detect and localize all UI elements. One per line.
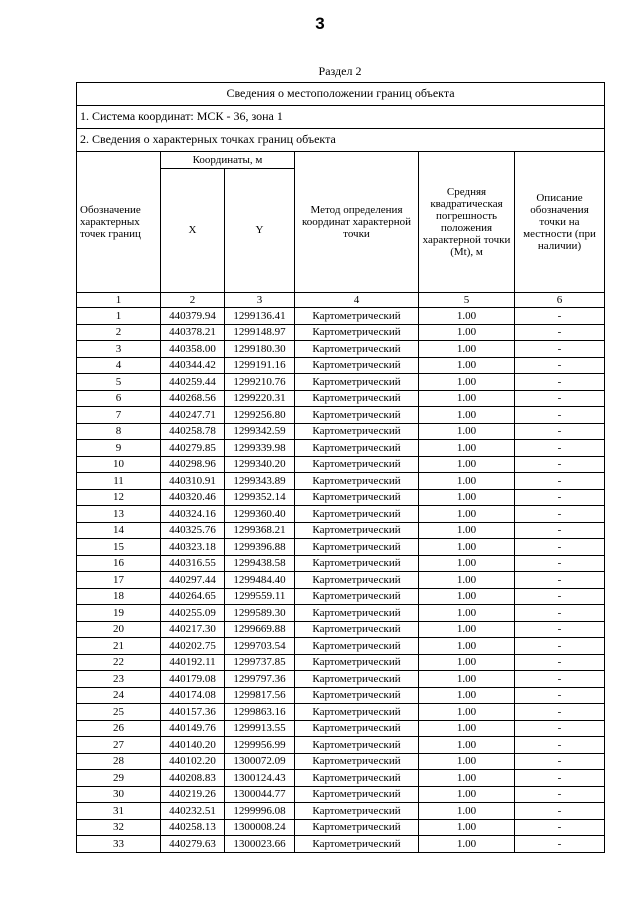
point-number-cell: 5 [77,374,161,391]
point-number-cell: 30 [77,786,161,803]
table-row [77,357,605,374]
x-coordinate-cell: 440344.42 [161,357,225,374]
accuracy-cell: 1.00 [419,374,515,391]
method-cell: Картометрический [295,456,419,473]
y-coordinate-cell: 1299589.30 [225,605,295,622]
x-coordinate-cell: 440232.51 [161,803,225,820]
points-info-heading: 2. Сведения о характерных точках границ объекта [77,129,605,152]
table-row [77,588,605,605]
accuracy-cell: 1.00 [419,456,515,473]
method-cell: Картометрический [295,440,419,457]
column-number: 1 [77,293,161,308]
accuracy-cell: 1.00 [419,341,515,358]
y-coordinate-cell: 1299703.54 [225,638,295,655]
description-cell: - [515,555,605,572]
table-row [77,836,605,853]
table-row [77,407,605,424]
y-coordinate-cell: 1299956.99 [225,737,295,754]
x-coordinate-cell: 440149.76 [161,720,225,737]
table-row [77,456,605,473]
method-cell: Картометрический [295,407,419,424]
table-row [77,522,605,539]
y-coordinate-cell: 1299210.76 [225,374,295,391]
table-row [77,753,605,770]
method-cell: Картометрический [295,819,419,836]
point-number-cell: 32 [77,819,161,836]
point-number-cell: 14 [77,522,161,539]
point-number-cell: 31 [77,803,161,820]
header-accuracy: Средняя квадратическая погрешность положения характерной точки (Mt), м [419,152,515,293]
description-cell: - [515,456,605,473]
method-cell: Картометрический [295,473,419,490]
point-number-cell: 8 [77,423,161,440]
x-coordinate-cell: 440379.94 [161,308,225,325]
method-cell: Картометрический [295,588,419,605]
header-x: X [161,169,225,293]
table-row [77,473,605,490]
point-number-cell: 25 [77,704,161,721]
section-label: Раздел 2 [318,64,362,78]
method-cell: Картометрический [295,687,419,704]
y-coordinate-cell: 1299256.80 [225,407,295,424]
y-coordinate-cell: 1299368.21 [225,522,295,539]
table-row [77,555,605,572]
x-coordinate-cell: 440258.78 [161,423,225,440]
x-coordinate-cell: 440279.85 [161,440,225,457]
point-number-cell: 16 [77,555,161,572]
description-cell: - [515,671,605,688]
accuracy-cell: 1.00 [419,737,515,754]
point-number-cell: 19 [77,605,161,622]
x-coordinate-cell: 440316.55 [161,555,225,572]
accuracy-cell: 1.00 [419,621,515,638]
description-cell: - [515,407,605,424]
y-coordinate-cell: 1299191.16 [225,357,295,374]
table-row [77,671,605,688]
description-cell: - [515,440,605,457]
x-coordinate-cell: 440217.30 [161,621,225,638]
point-number-cell: 22 [77,654,161,671]
accuracy-cell: 1.00 [419,605,515,622]
y-coordinate-cell: 1299737.85 [225,654,295,671]
accuracy-cell: 1.00 [419,324,515,341]
accuracy-cell: 1.00 [419,308,515,325]
x-coordinate-cell: 440297.44 [161,572,225,589]
x-coordinate-cell: 440140.20 [161,737,225,754]
point-number-cell: 12 [77,489,161,506]
accuracy-cell: 1.00 [419,555,515,572]
table-row [77,341,605,358]
description-cell: - [515,324,605,341]
point-number-cell: 7 [77,407,161,424]
y-coordinate-cell: 1299817.56 [225,687,295,704]
table-row [77,704,605,721]
page-number: 3 [315,14,325,33]
point-number-cell: 13 [77,506,161,523]
column-numbers-row [77,293,605,308]
method-cell: Картометрический [295,770,419,787]
x-coordinate-cell: 440247.71 [161,407,225,424]
accuracy-cell: 1.00 [419,819,515,836]
point-number-cell: 15 [77,539,161,556]
x-coordinate-cell: 440202.75 [161,638,225,655]
point-number-cell: 33 [77,836,161,853]
y-coordinate-cell: 1299220.31 [225,390,295,407]
description-cell: - [515,737,605,754]
y-coordinate-cell: 1299913.55 [225,720,295,737]
method-cell: Картометрический [295,786,419,803]
description-cell: - [515,638,605,655]
accuracy-cell: 1.00 [419,687,515,704]
table-row [77,803,605,820]
column-number: 2 [161,293,225,308]
method-cell: Картометрический [295,539,419,556]
column-number: 3 [225,293,295,308]
x-coordinate-cell: 440323.18 [161,539,225,556]
accuracy-cell: 1.00 [419,357,515,374]
table-row [77,786,605,803]
table-row [77,687,605,704]
table-row [77,770,605,787]
header-point-designation: Обозначение характерных точек границ [77,152,161,293]
description-cell: - [515,357,605,374]
description-cell: - [515,770,605,787]
x-coordinate-cell: 440298.96 [161,456,225,473]
table-row [77,539,605,556]
accuracy-cell: 1.00 [419,786,515,803]
point-number-cell: 6 [77,390,161,407]
description-cell: - [515,588,605,605]
method-cell: Картометрический [295,605,419,622]
table-row [77,737,605,754]
table-row [77,819,605,836]
x-coordinate-cell: 440325.76 [161,522,225,539]
description-cell: - [515,786,605,803]
method-cell: Картометрический [295,671,419,688]
accuracy-cell: 1.00 [419,473,515,490]
accuracy-cell: 1.00 [419,390,515,407]
column-number: 5 [419,293,515,308]
description-cell: - [515,522,605,539]
description-cell: - [515,753,605,770]
method-cell: Картометрический [295,836,419,853]
x-coordinate-cell: 440219.26 [161,786,225,803]
table-row [77,506,605,523]
method-cell: Картометрический [295,341,419,358]
y-coordinate-cell: 1299343.89 [225,473,295,490]
point-number-cell: 1 [77,308,161,325]
accuracy-cell: 1.00 [419,720,515,737]
point-number-cell: 28 [77,753,161,770]
description-cell: - [515,572,605,589]
method-cell: Картометрический [295,753,419,770]
y-coordinate-cell: 1299438.58 [225,555,295,572]
description-cell: - [515,687,605,704]
accuracy-cell: 1.00 [419,423,515,440]
description-cell: - [515,374,605,391]
point-number-cell: 21 [77,638,161,655]
y-coordinate-cell: 1299352.14 [225,489,295,506]
description-cell: - [515,506,605,523]
method-cell: Картометрический [295,374,419,391]
y-coordinate-cell: 1299340.20 [225,456,295,473]
accuracy-cell: 1.00 [419,671,515,688]
table-row [77,654,605,671]
description-cell: - [515,539,605,556]
description-cell: - [515,605,605,622]
method-cell: Картометрический [295,621,419,638]
accuracy-cell: 1.00 [419,440,515,457]
method-cell: Картометрический [295,390,419,407]
header-method: Метод определения координат характерной точки [295,152,419,293]
table-row [77,308,605,325]
x-coordinate-cell: 440264.65 [161,588,225,605]
accuracy-cell: 1.00 [419,539,515,556]
x-coordinate-cell: 440259.44 [161,374,225,391]
point-number-cell: 23 [77,671,161,688]
accuracy-cell: 1.00 [419,770,515,787]
x-coordinate-cell: 440258.13 [161,819,225,836]
boundary-points-table [76,82,605,853]
method-cell: Картометрический [295,308,419,325]
method-cell: Картометрический [295,555,419,572]
method-cell: Картометрический [295,324,419,341]
point-number-cell: 4 [77,357,161,374]
y-coordinate-cell: 1299342.59 [225,423,295,440]
header-description: Описание обозначения точки на местности (при наличии) [515,152,605,293]
column-number: 4 [295,293,419,308]
point-number-cell: 26 [77,720,161,737]
table-row [77,423,605,440]
method-cell: Картометрический [295,720,419,737]
y-coordinate-cell: 1299863.16 [225,704,295,721]
accuracy-cell: 1.00 [419,522,515,539]
x-coordinate-cell: 440179.08 [161,671,225,688]
accuracy-cell: 1.00 [419,753,515,770]
description-cell: - [515,720,605,737]
accuracy-cell: 1.00 [419,836,515,853]
method-cell: Картометрический [295,506,419,523]
x-coordinate-cell: 440378.21 [161,324,225,341]
coordinate-system: 1. Система координат: МСК - 36, зона 1 [77,106,605,129]
x-coordinate-cell: 440310.91 [161,473,225,490]
y-coordinate-cell: 1299360.40 [225,506,295,523]
method-cell: Картометрический [295,704,419,721]
point-number-cell: 10 [77,456,161,473]
y-coordinate-cell: 1300008.24 [225,819,295,836]
y-coordinate-cell: 1299559.11 [225,588,295,605]
point-number-cell: 11 [77,473,161,490]
accuracy-cell: 1.00 [419,654,515,671]
table-row [77,621,605,638]
y-coordinate-cell: 1299136.41 [225,308,295,325]
y-coordinate-cell: 1300124.43 [225,770,295,787]
table-row [77,324,605,341]
point-number-cell: 2 [77,324,161,341]
x-coordinate-cell: 440358.00 [161,341,225,358]
x-coordinate-cell: 440192.11 [161,654,225,671]
x-coordinate-cell: 440208.83 [161,770,225,787]
accuracy-cell: 1.00 [419,407,515,424]
method-cell: Картометрический [295,737,419,754]
y-coordinate-cell: 1300023.66 [225,836,295,853]
method-cell: Картометрический [295,423,419,440]
point-number-cell: 9 [77,440,161,457]
y-coordinate-cell: 1299339.98 [225,440,295,457]
y-coordinate-cell: 1300044.77 [225,786,295,803]
accuracy-cell: 1.00 [419,489,515,506]
point-number-cell: 29 [77,770,161,787]
method-cell: Картометрический [295,572,419,589]
accuracy-cell: 1.00 [419,704,515,721]
description-cell: - [515,308,605,325]
description-cell: - [515,803,605,820]
x-coordinate-cell: 440102.20 [161,753,225,770]
description-cell: - [515,489,605,506]
table-row [77,720,605,737]
x-coordinate-cell: 440320.46 [161,489,225,506]
accuracy-cell: 1.00 [419,638,515,655]
x-coordinate-cell: 440174.08 [161,687,225,704]
y-coordinate-cell: 1299180.30 [225,341,295,358]
column-number: 6 [515,293,605,308]
table-row [77,638,605,655]
table-row [77,572,605,589]
point-number-cell: 24 [77,687,161,704]
x-coordinate-cell: 440324.16 [161,506,225,523]
accuracy-cell: 1.00 [419,572,515,589]
accuracy-cell: 1.00 [419,588,515,605]
header-y: Y [225,169,295,293]
description-cell: - [515,473,605,490]
description-cell: - [515,654,605,671]
x-coordinate-cell: 440268.56 [161,390,225,407]
method-cell: Картометрический [295,489,419,506]
x-coordinate-cell: 440279.63 [161,836,225,853]
description-cell: - [515,836,605,853]
description-cell: - [515,819,605,836]
table-row [77,605,605,622]
table-row [77,489,605,506]
description-cell: - [515,341,605,358]
description-cell: - [515,704,605,721]
y-coordinate-cell: 1299396.88 [225,539,295,556]
x-coordinate-cell: 440157.36 [161,704,225,721]
accuracy-cell: 1.00 [419,803,515,820]
method-cell: Картометрический [295,654,419,671]
method-cell: Картометрический [295,638,419,655]
point-number-cell: 17 [77,572,161,589]
description-cell: - [515,390,605,407]
table-row [77,390,605,407]
point-number-cell: 20 [77,621,161,638]
table-title: Сведения о местоположении границ объекта [77,83,605,106]
method-cell: Картометрический [295,522,419,539]
description-cell: - [515,423,605,440]
point-number-cell: 18 [77,588,161,605]
point-number-cell: 27 [77,737,161,754]
y-coordinate-cell: 1299669.88 [225,621,295,638]
y-coordinate-cell: 1299797.36 [225,671,295,688]
table-row [77,374,605,391]
method-cell: Картометрический [295,357,419,374]
header-coordinates: Координаты, м [161,152,295,169]
point-number-cell: 3 [77,341,161,358]
description-cell: - [515,621,605,638]
y-coordinate-cell: 1299996.08 [225,803,295,820]
x-coordinate-cell: 440255.09 [161,605,225,622]
table-row [77,440,605,457]
y-coordinate-cell: 1299484.40 [225,572,295,589]
y-coordinate-cell: 1300072.09 [225,753,295,770]
accuracy-cell: 1.00 [419,506,515,523]
y-coordinate-cell: 1299148.97 [225,324,295,341]
method-cell: Картометрический [295,803,419,820]
